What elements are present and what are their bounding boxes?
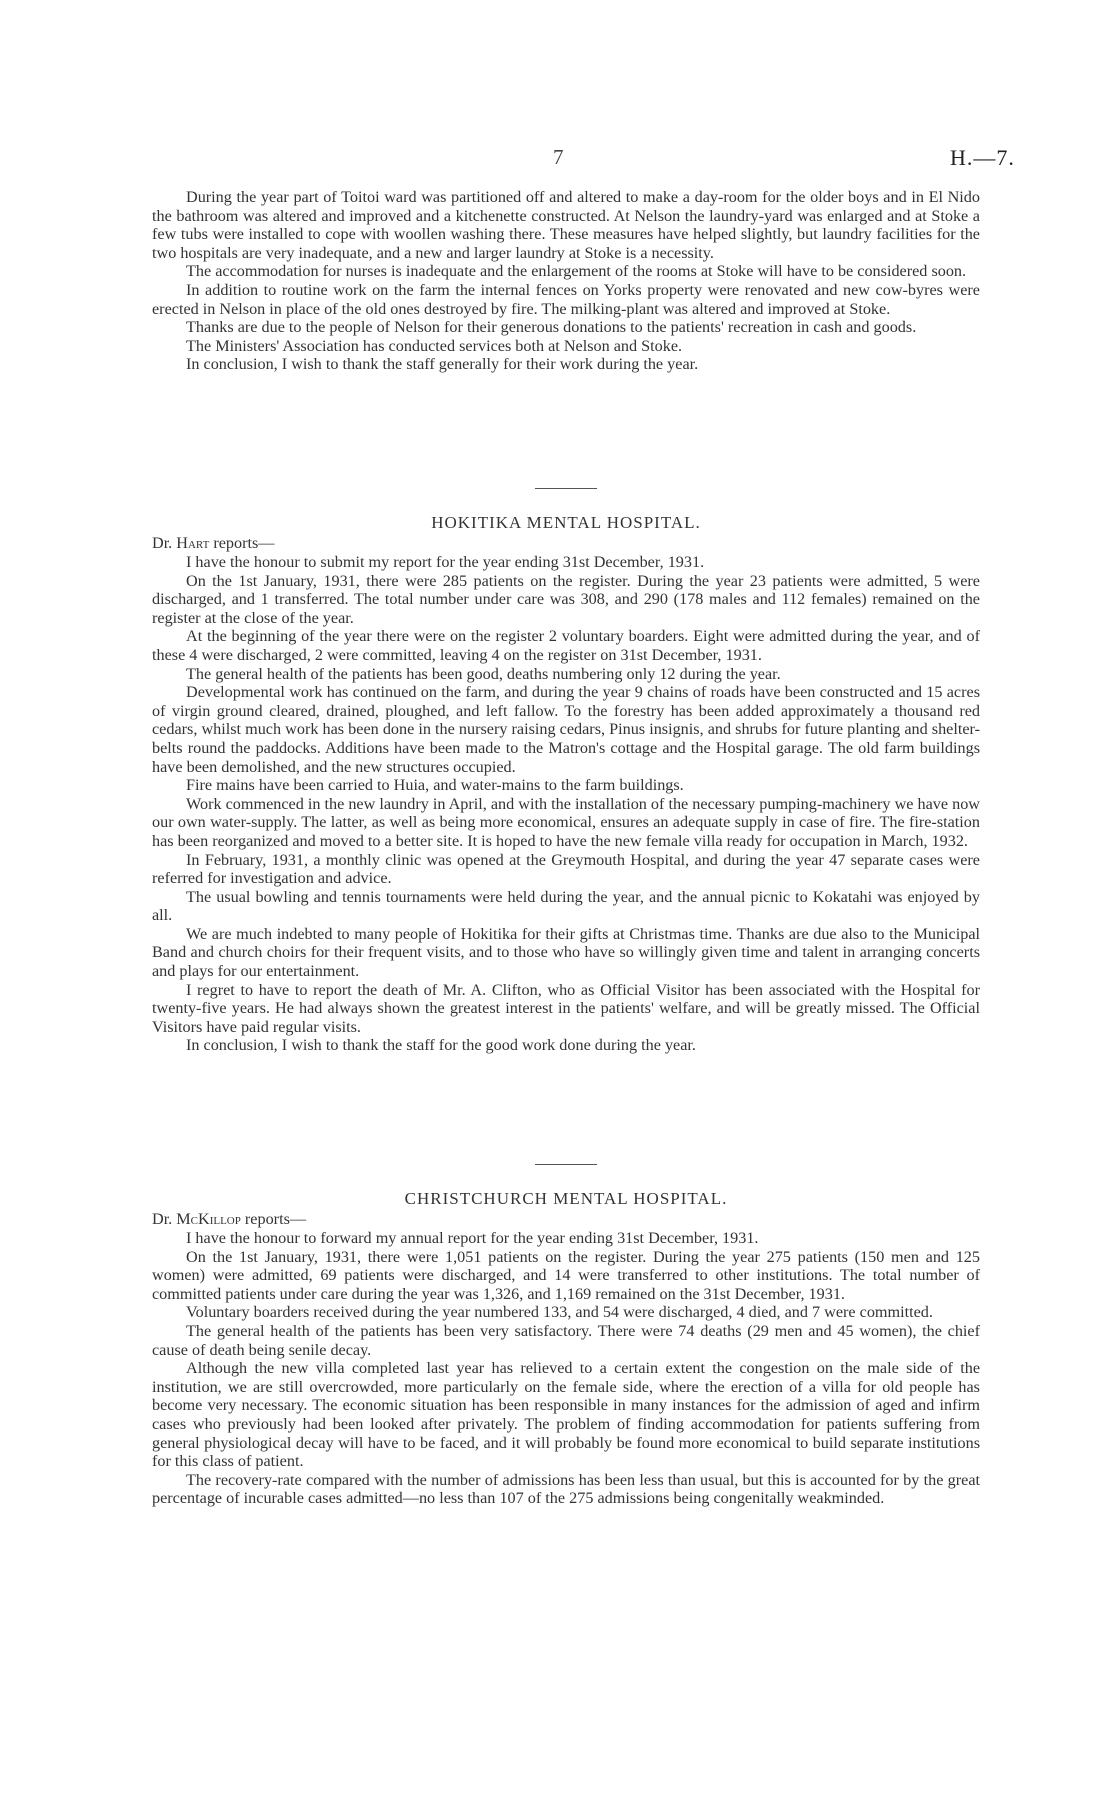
section-divider [535, 1164, 597, 1165]
reporter-suffix: reports— [209, 534, 275, 552]
section-divider [535, 488, 597, 489]
paragraph: In conclusion, I wish to thank the staff for the good work done during the year. [186, 1036, 696, 1055]
paragraph: In conclusion, I wish to thank the staff generally for their work during the year. [186, 355, 699, 374]
paragraph: I have the honour to submit my report for the year ending 31st December, 1931. [186, 553, 705, 571]
intro-section [152, 188, 980, 374]
hokitika-section [152, 553, 980, 1055]
reporter-name: McKillop [176, 1210, 241, 1228]
christchurch-section [152, 1229, 980, 1508]
paragraph: I regret to have to report the death of Mr. A. Clifton, who as Official Visitor has been associated with the Hospital for twenty-five years. He had always shown the greatest interest in the patients' welfare, and will be greatly missed. The Official Visitors have paid regular visits. [152, 980, 980, 1036]
paragraph: Fire mains have been carried to Huia, and water-mains to the farm buildings. [186, 776, 684, 795]
document-reference: H.—7. [950, 145, 1015, 170]
reporter-title: Dr. [152, 1210, 177, 1228]
paragraph: On the 1st January, 1931, there were 1,051 patients on the register. During the year 275 patients (150 men and 125 women) were admitted, 69 patients were discharged, and 14 were transferred to other institutions. The total number of committed patients under care during the year was 1,326, and 1,169 remained on the 31st December, 1931. [152, 1247, 980, 1303]
reporter-name: Hart [176, 534, 210, 552]
reporter-title: Dr. [152, 534, 177, 552]
reporter-suffix: reports— [240, 1210, 307, 1228]
paragraph: Voluntary boarders received during the year numbered 133, and 54 were discharged, 4 died, and 7 were committed. [186, 1303, 933, 1322]
paragraph: The recovery-rate compared with the number of admissions has been less than usual, but this is accounted for by the great percentage of incurable cases admitted—no less than 107 of the 275 admissions being congenitally weakminded. [152, 1470, 980, 1508]
christchurch-reporter [152, 1210, 306, 1229]
hokitika-heading: HOKITIKA MENTAL HOSPITAL. [431, 513, 701, 532]
page-number: 7 [553, 145, 564, 169]
paragraph: Although the new villa completed last year has relieved to a certain extent the congestion on the male side of the institution, we are still overcrowded, more particularly on the female side, where the erection of a villa for old people has become very necessary. The economic situation has been responsible in many instances for the admission of aged and infirm cases who previously had been looked after privately. The problem of finding accommodation for patients suffering from general physiological decay will have to be faced, and it will probably be found more economical to build separate institutions for this class of patient. [152, 1359, 980, 1471]
paragraph: Thanks are due to the people of Nelson for their generous donations to the patients' recreation in cash and goods. [186, 318, 917, 337]
paragraph: I have the honour to forward my annual report for the year ending 31st December, 1931. [186, 1229, 759, 1247]
paragraph: The accommodation for nurses is inadequate and the enlargement of the rooms at Stoke will have to be considered soon. [186, 262, 967, 281]
paragraph: During the year part of Toitoi ward was partitioned off and altered to make a day-room for the older boys and in El Nido the bathroom was altered and improved and a kitchenette constructed. At Nelson the laundry-yard was enlarged and at Stoke a few tubs were installed to cope with woollen washing there. These measures have helped slightly, but laundry facilities for the two hospitals are very inadequate, and a new and larger laundry at Stoke is a necessity. [152, 188, 980, 262]
paragraph: In addition to routine work on the farm the internal fences on Yorks property were renovated and new cow-byres were erected in Nelson in place of the old ones destroyed by fire. The milking-plant was altered and improved at Stoke. [152, 280, 980, 318]
paragraph: In February, 1931, a monthly clinic was opened at the Greymouth Hospital, and during the year 47 separate cases were referred for investigation and advice. [152, 850, 980, 888]
paragraph: The usual bowling and tennis tournaments were held during the year, and the annual picnic to Kokatahi was enjoyed by all. [152, 887, 980, 925]
paragraph: At the beginning of the year there were on the register 2 voluntary boarders. Eight were admitted during the year, and of these 4 were discharged, 2 were committed, leaving 4 on the register on 31st December, 1931. [152, 627, 980, 664]
paragraph: The general health of the patients has been good, deaths numbering only 12 during the year. [186, 664, 781, 683]
paragraph: On the 1st January, 1931, there were 285 patients on the register. During the year 23 patients were admitted, 5 were discharged, and 1 transferred. The total number under care was 308, and 290 (178 males and 112 females) remained on the register at the close of the year. [152, 571, 980, 627]
hokitika-reporter [152, 534, 275, 553]
paragraph: Developmental work has continued on the farm, and during the year 9 chains of roads have been constructed and 15 acres of virgin ground cleared, drained, ploughed, and left fallow. To the forestry has been added approximately a thousand red cedars, whilst much work has been done in the nursery raising cedars, Pinus insignis, and shrubs for future planting and shelter-belts round the paddocks. Additions have been made to the Matron's cottage and the Hospital garage. The old farm buildings have been demolished, and the new structures occupied. [152, 683, 980, 776]
paragraph: We are much indebted to many people of Hokitika for their gifts at Christmas time. Thanks are due also to the Municipal Band and church choirs for their frequent visits, and to those who have so willingly given time and talent in arranging concerts and plays for our entertainment. [152, 924, 980, 981]
paragraph: Work commenced in the new laundry in April, and with the installation of the necessary pumping-machinery we have now our own water-supply. The latter, as well as being more economical, ensures an adequate supply in case of fire. The fire-station has been reorganized and moved to a better site. It is hoped to have the new female villa ready for occupation in March, 1932. [152, 794, 980, 850]
paragraph: The general health of the patients has been very satisfactory. There were 74 deaths (29 men and 45 women), the chief cause of death being senile decay. [152, 1321, 980, 1359]
christchurch-heading: CHRISTCHURCH MENTAL HOSPITAL. [404, 1189, 728, 1208]
paragraph: The Ministers' Association has conducted services both at Nelson and Stoke. [186, 336, 683, 355]
